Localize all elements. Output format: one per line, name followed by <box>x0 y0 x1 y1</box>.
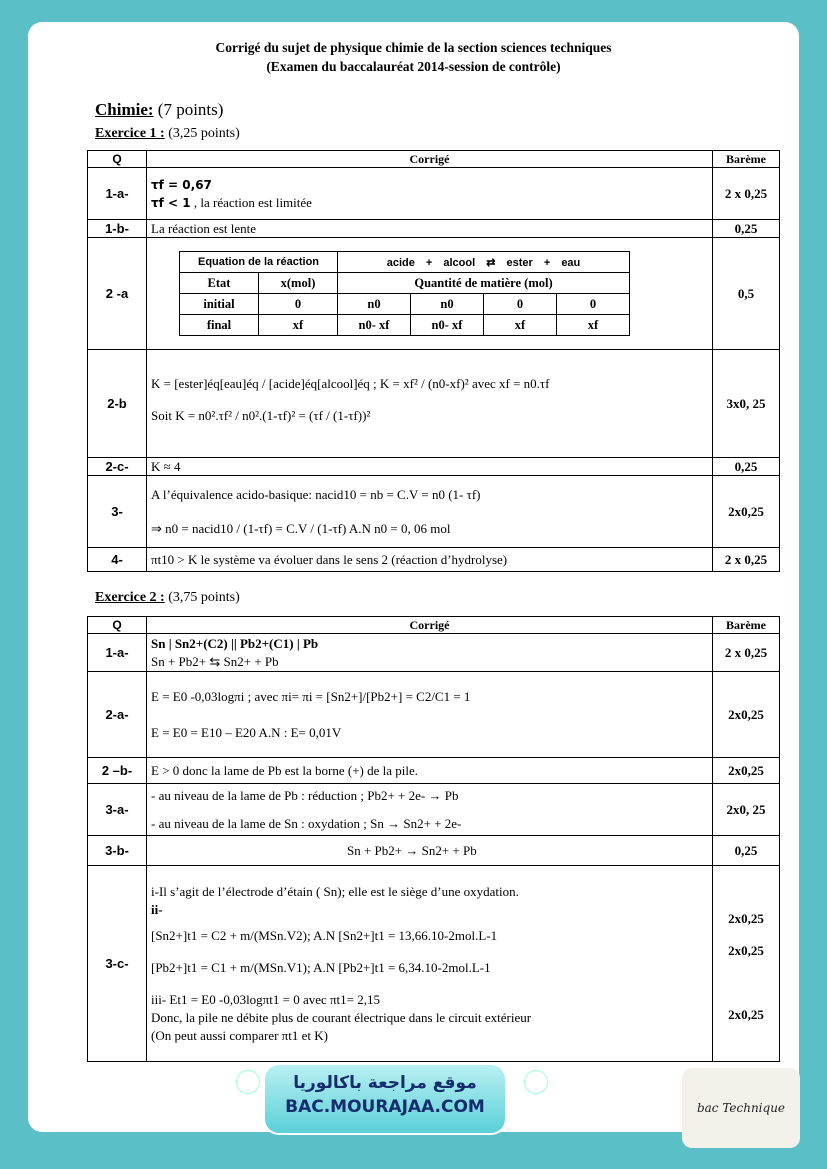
document-page <box>28 22 799 1132</box>
exercise-1-table <box>87 150 780 572</box>
table-row: 2 –b- E > 0 donc la lame de Pb est la borne (+) de la pile. 2x0,25 <box>88 758 780 784</box>
table-row: 2-a- E = E0 -0,03logπi ; avec πi= πi = [Sn2+]/[Pb2+] = C2/C1 = 1 E = E0 = E10 – E20 A.N : E= 0,01V 2x0,25 <box>88 672 780 758</box>
table-row: 3-b- Sn + Pb2+ → Sn2+ + Pb 0,25 <box>88 836 780 866</box>
table-row: 1-a- τf = 0,67 τf < 1 , la réaction est limitée 2 x 0,25 <box>88 168 780 220</box>
table-row: 3-a- - au niveau de la lame de Pb : réduction ; Pb2+ + 2e- → Pb - au niveau de la lame de Sn : oxydation ; Sn → Sn2+ + 2e- 2x0, 25 <box>88 784 780 836</box>
reaction-table: Equation de la réaction acide + alcool ⇄ ester + eau Etat x(mol) Quantité de matière (mol) initial 0 n0 n0 0 0 final xf n0- xf n0- xf xf xf <box>179 251 630 336</box>
table-row: 2-b K = [ester]éq[eau]éq / [acide]éq[alcool]éq ; K = xf² / (n0-xf)² avec xf = n0.τf Soit K = n0².τf² / n0².(1-τf)² = (τf / (1-τf))² 3x0, 25 <box>88 350 780 458</box>
section-title: Chimie: (7 points) <box>95 100 224 119</box>
exercise-1-title: Exercice 1 : (3,25 points) <box>95 126 240 141</box>
table-row: 2 -a Equation de la réaction acide + alcool ⇄ ester + eau Etat x(mol) Quantité de matière (mol) initial 0 n0 n0 0 0 final xf n0- xf n0- xf xf xf 0,5 <box>88 238 780 350</box>
table-row: 1-b- La réaction est lente 0,25 <box>88 220 780 238</box>
table-row: 2-c- K ≈ 4 0,25 <box>88 458 780 476</box>
table-row: 3-c- i-Il s’agit de l’électrode d’étain ( Sn); elle est le siège d’une oxydation. ii- [Sn2+]t1 = C2 + m/(MSn.V2); A.N [Sn2+]t1 = 13,66.10-2mol.L-1 [Pb2+]t1 = C1 + m/(MSn.V1); A.N [Pb2+]t1 = 6,34.10-2mol.L-1 iii- Et1 = E0 -0,03logπt1 = 0 avec πt1= 2,15 Donc, la pile ne débite plus de courant électrique dans le circuit extérieur (On peut aussi comparer πt1 et K) 2x0,25 2x0,25 2x0,25 <box>88 866 780 1062</box>
bac-technique-logo: bac Technique <box>682 1068 800 1148</box>
site-footer-banner[interactable] <box>265 1065 505 1133</box>
document-header <box>28 38 799 76</box>
footer-arabic-text: موقع مراجعة باكالوريا <box>293 1073 477 1093</box>
right-logo-icon <box>524 1070 548 1094</box>
header-line-2: (Examen du baccalauréat 2014-session de contrôle) <box>266 59 561 74</box>
table-header: Q Corrigé Barème <box>88 617 780 634</box>
exercise-2-title: Exercice 2 : (3,75 points) <box>95 590 240 605</box>
footer-site-link[interactable]: BAC.MOURAJAA.COM <box>285 1097 485 1117</box>
table-row: 3- A l’équivalence acido-basique: nacid10 = nb = C.V = n0 (1- τf) ⇒ n0 = nacid10 / (1-τf) = C.V / (1-τf) A.N n0 = 0, 06 mol 2x0,25 <box>88 476 780 548</box>
left-logo-icon <box>236 1070 260 1094</box>
table-row: 4- πt10 > K le système va évoluer dans le sens 2 (réaction d’hydrolyse) 2 x 0,25 <box>88 548 780 572</box>
table-header: Q Corrigé Barème <box>88 151 780 168</box>
header-line-1: Corrigé du sujet de physique chimie de la section sciences techniques <box>215 40 612 55</box>
table-row: 1-a- Sn | Sn2+(C2) || Pb2+(C1) | Pb Sn + Pb2+ ⇆ Sn2+ + Pb 2 x 0,25 <box>88 634 780 672</box>
exercise-2-table <box>87 616 780 1062</box>
